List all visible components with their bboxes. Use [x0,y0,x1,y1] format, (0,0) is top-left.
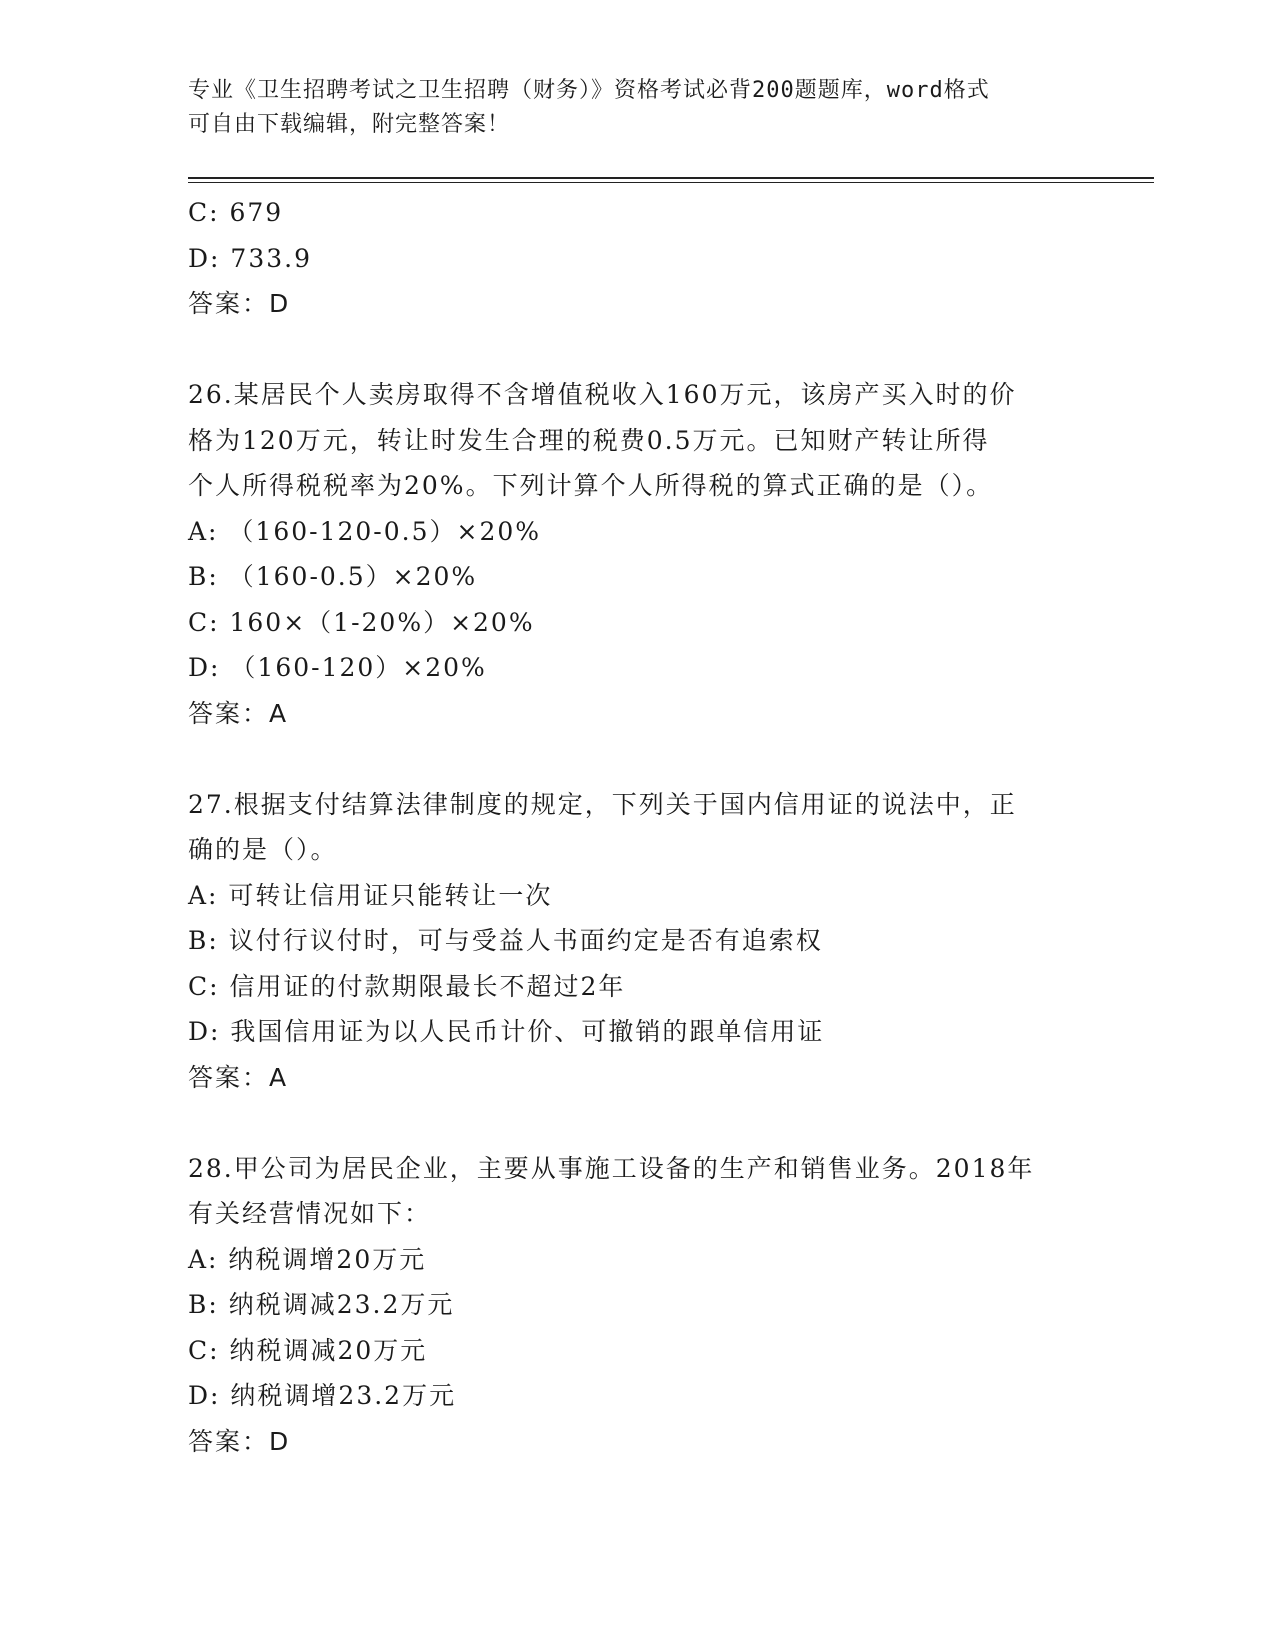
question-stem-line: 格为120万元，转让时发生合理的税费0.5万元。已知财产转让所得 [188,425,990,455]
header-divider-thick [188,177,1154,179]
question-list [188,190,1088,1464]
question-stem-line: 有关经营情况如下： [188,1199,432,1228]
answer-line: 答案：D [188,289,291,318]
spacer [188,736,1088,782]
answer-line: 答案：A [188,698,289,728]
option-d: D: （160-120）×20% [188,653,487,682]
answer-line: 答案：D [188,1426,291,1456]
header-divider-thin [188,182,1154,183]
question-stem-line: 确的是（）。 [188,835,338,864]
option-d: D: 733.9 [188,243,312,273]
question-stem-line: 27.根据支付结算法律制度的规定，下列关于国内信用证的说法中，正 [188,789,1017,819]
question-stem-line: 28.甲公司为居民企业，主要从事施工设备的生产和销售业务。2018年 [188,1153,1035,1183]
question-28 [188,1146,1088,1465]
option-c: C: 信用证的付款期限最长不超过2年 [188,971,626,1001]
spacer [188,1100,1088,1146]
spacer [188,327,1088,373]
question-stem-line: 26.某居民个人卖房取得不含增值税收入160万元，该房产买入时的价 [188,380,1017,409]
option-d: D: 纳税调增23.2万元 [188,1381,457,1410]
question-26 [188,372,1088,736]
answer-line: 答案：A [188,1062,289,1092]
option-c: C: 160×（1-20%）×20% [188,607,535,637]
option-b: B: （160-0.5）×20% [188,562,478,591]
option-d: D: 我国信用证为以人民币计价、可撤销的跟单信用证 [188,1017,825,1046]
header-line-2: 可自由下载编辑，附完整答案！ [188,112,511,137]
option-c: C: 纳税调减20万元 [188,1335,428,1365]
option-b: B: 议付行议付时，可与受益人书面约定是否有追索权 [188,926,823,955]
header-line-1: 专业《卫生招聘考试之卫生招聘（财务）》资格考试必背200题题库，word格式 [188,78,990,103]
question-27 [188,782,1088,1101]
option-c: C: 679 [188,198,284,227]
option-a: A: （160-120-0.5）×20% [188,516,542,546]
previous-question-tail [188,190,1088,327]
question-stem-line: 个人所得税税率为20%。下列计算个人所得税的算式正确的是（）。 [188,471,994,500]
option-a: A: 可转让信用证只能转让一次 [188,880,553,910]
option-a: A: 纳税调增20万元 [188,1244,427,1274]
page-header [188,74,1088,142]
option-b: B: 纳税调减23.2万元 [188,1290,455,1319]
